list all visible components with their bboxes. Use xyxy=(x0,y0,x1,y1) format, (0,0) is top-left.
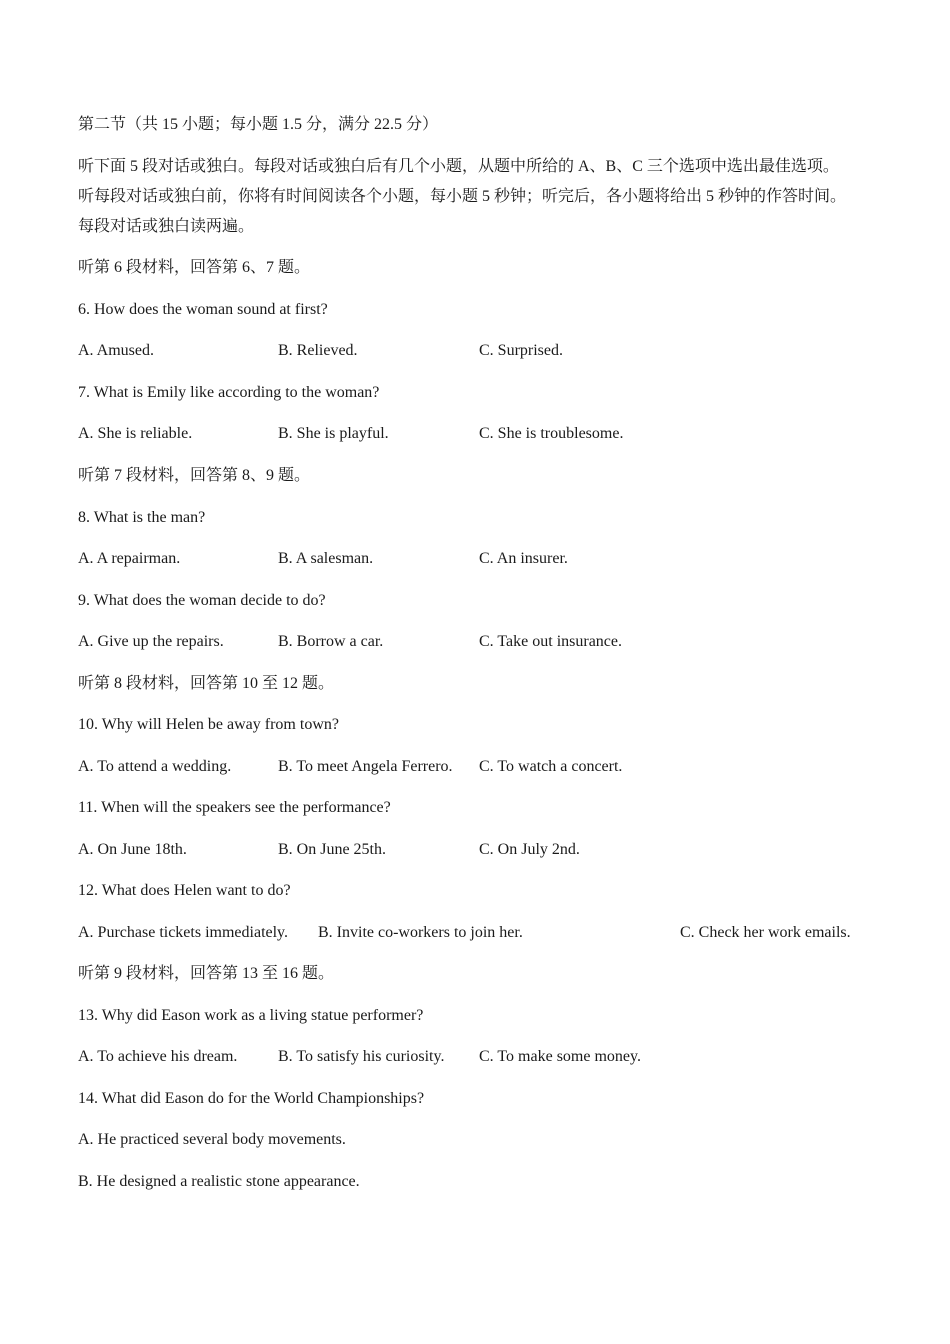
option-a: A. To achieve his dream. xyxy=(78,1048,238,1065)
question-text: 9. What does the woman decide to do? xyxy=(78,592,326,609)
option-a: A. To attend a wedding. xyxy=(78,758,232,775)
option-a: A. He practiced several body movements. xyxy=(78,1131,346,1148)
option-b: B. He designed a realistic stone appearance. xyxy=(78,1173,360,1190)
option-b: B. To meet Angela Ferrero. xyxy=(278,758,453,775)
option-c: C. On July 2nd. xyxy=(479,841,580,858)
instruction-line: 听下面 5 段对话或独白。每段对话或独白后有几个小题，从题中所给的 A、B、C 三个选项中选出最佳选项。 xyxy=(78,158,839,175)
option-a: A. Purchase tickets immediately. xyxy=(78,924,289,941)
question-text: 10. Why will Helen be away from town? xyxy=(78,716,339,733)
material-heading: 听第 9 段材料，回答第 13 至 16 题。 xyxy=(78,965,335,982)
option-b: B. A salesman. xyxy=(278,550,374,567)
question-text: 13. Why did Eason work as a living statue performer? xyxy=(78,1007,424,1024)
option-a: A. A repairman. xyxy=(78,550,181,567)
option-b: B. Borrow a car. xyxy=(278,633,384,650)
option-c: C. To watch a concert. xyxy=(479,758,623,775)
question-text: 8. What is the man? xyxy=(78,509,206,526)
instruction-line: 听每段对话或独白前，你将有时间阅读各个小题，每小题 5 秒钟；听完后，各小题将给出 5 秒钟的作答时间。 xyxy=(78,188,847,205)
option-a: A. Amused. xyxy=(78,342,154,359)
option-c: C. Take out insurance. xyxy=(479,633,622,650)
option-a: A. Give up the repairs. xyxy=(78,633,224,650)
option-a: A. On June 18th. xyxy=(78,841,187,858)
option-c: C. She is troublesome. xyxy=(479,425,624,442)
option-c: C. Surprised. xyxy=(479,342,563,359)
material-heading: 听第 6 段材料，回答第 6、7 题。 xyxy=(78,259,311,276)
option-b: B. On June 25th. xyxy=(278,841,386,858)
section-header: 第二节（共 15 小题；每小题 1.5 分，满分 22.5 分） xyxy=(78,116,439,133)
option-c: C. An insurer. xyxy=(479,550,568,567)
option-c: C. Check her work emails. xyxy=(680,924,851,941)
option-a: A. She is reliable. xyxy=(78,425,193,442)
question-text: 7. What is Emily like according to the woman? xyxy=(78,384,380,401)
question-text: 6. How does the woman sound at first? xyxy=(78,301,328,318)
question-text: 12. What does Helen want to do? xyxy=(78,882,291,899)
option-b: B. She is playful. xyxy=(278,425,389,442)
option-c: C. To make some money. xyxy=(479,1048,641,1065)
material-heading: 听第 7 段材料，回答第 8、9 题。 xyxy=(78,467,311,484)
material-heading: 听第 8 段材料，回答第 10 至 12 题。 xyxy=(78,675,335,692)
option-b: B. Relieved. xyxy=(278,342,358,359)
question-text: 14. What did Eason do for the World Championships? xyxy=(78,1090,425,1107)
question-text: 11. When will the speakers see the performance? xyxy=(78,799,391,816)
option-b: B. To satisfy his curiosity. xyxy=(278,1048,445,1065)
option-b: B. Invite co-workers to join her. xyxy=(318,924,523,941)
instruction-line: 每段对话或独白读两遍。 xyxy=(78,218,255,235)
